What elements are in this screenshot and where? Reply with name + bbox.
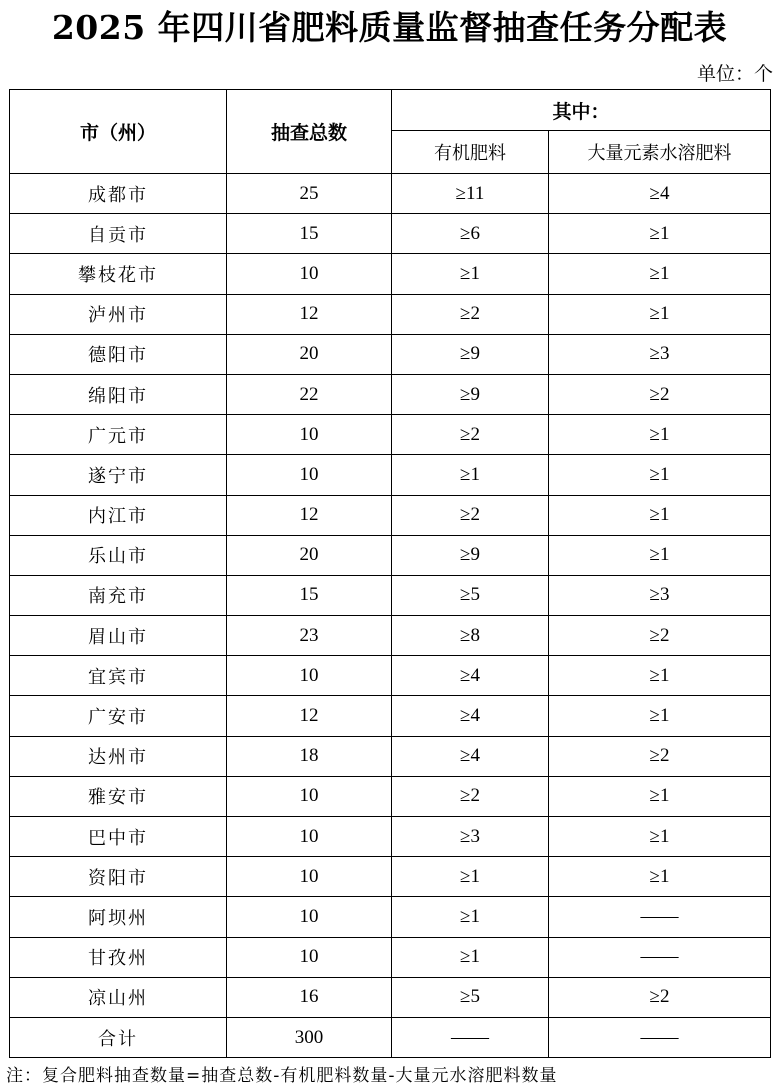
organic-cell: ≥1 xyxy=(392,897,549,937)
city-cell: 乐山市 xyxy=(10,535,227,575)
water-soluble-cell: ≥3 xyxy=(549,575,771,615)
city-cell: 雅安市 xyxy=(10,776,227,816)
total-cell: 10 xyxy=(227,415,392,455)
total-cell: 12 xyxy=(227,696,392,736)
organic-cell: ≥3 xyxy=(392,817,549,857)
footnote: 注：复合肥料抽查数量=抽查总数-有机肥料数量-大量元水溶肥料数量 xyxy=(6,1066,558,1086)
city-cell: 宜宾市 xyxy=(10,656,227,696)
total-cell: 16 xyxy=(227,977,392,1017)
city-cell: 巴中市 xyxy=(10,817,227,857)
city-cell: 资阳市 xyxy=(10,857,227,897)
water-soluble-cell: ≥4 xyxy=(549,174,771,214)
water-soluble-cell: ≥1 xyxy=(549,294,771,334)
total-cell: 23 xyxy=(227,616,392,656)
total-cell: 12 xyxy=(227,294,392,334)
water-soluble-cell: ≥2 xyxy=(549,977,771,1017)
city-cell: 泸州市 xyxy=(10,294,227,334)
city-cell: 甘孜州 xyxy=(10,937,227,977)
water-soluble-cell: ≥1 xyxy=(549,254,771,294)
unit-label: 单位：个 xyxy=(696,63,773,85)
total-cell: 12 xyxy=(227,495,392,535)
water-soluble-cell: ≥1 xyxy=(549,535,771,575)
water-soluble-cell: ≥2 xyxy=(549,616,771,656)
water-soluble-cell: ≥1 xyxy=(549,656,771,696)
organic-cell: ≥4 xyxy=(392,696,549,736)
total-cell: 20 xyxy=(227,334,392,374)
organic-cell: ≥4 xyxy=(392,656,549,696)
organic-cell: ≥2 xyxy=(392,294,549,334)
total-cell: 10 xyxy=(227,776,392,816)
organic-cell: ≥9 xyxy=(392,535,549,575)
city-cell: 广元市 xyxy=(10,415,227,455)
header-city: 市（州） xyxy=(10,90,227,174)
table-row xyxy=(10,374,771,414)
table-row xyxy=(10,736,771,776)
header-total: 抽查总数 xyxy=(227,90,392,174)
total-cell: 15 xyxy=(227,214,392,254)
organic-cell: ≥6 xyxy=(392,214,549,254)
water-soluble-cell: ≥3 xyxy=(549,334,771,374)
total-cell: 300 xyxy=(227,1017,392,1057)
total-cell: 10 xyxy=(227,937,392,977)
total-cell: 10 xyxy=(227,254,392,294)
organic-cell: ≥2 xyxy=(392,776,549,816)
header-organic: 有机肥料 xyxy=(392,131,549,174)
city-cell: 广安市 xyxy=(10,696,227,736)
city-cell: 德阳市 xyxy=(10,334,227,374)
table-row xyxy=(10,817,771,857)
table-row xyxy=(10,977,771,1017)
city-cell: 凉山州 xyxy=(10,977,227,1017)
organic-cell: ≥5 xyxy=(392,977,549,1017)
organic-cell: ≥5 xyxy=(392,575,549,615)
city-cell: 攀枝花市 xyxy=(10,254,227,294)
total-cell: 10 xyxy=(227,455,392,495)
header-water-soluble: 大量元素水溶肥料 xyxy=(549,131,771,174)
water-soluble-cell: ≥1 xyxy=(549,776,771,816)
organic-cell: —— xyxy=(392,1017,549,1057)
organic-cell: ≥8 xyxy=(392,616,549,656)
allocation-table xyxy=(9,89,771,1058)
table-row xyxy=(10,656,771,696)
total-cell: 25 xyxy=(227,174,392,214)
table-row xyxy=(10,455,771,495)
total-cell: 10 xyxy=(227,817,392,857)
city-cell: 绵阳市 xyxy=(10,374,227,414)
organic-cell: ≥4 xyxy=(392,736,549,776)
water-soluble-cell: —— xyxy=(549,937,771,977)
table-row xyxy=(10,776,771,816)
water-soluble-cell: ≥2 xyxy=(549,736,771,776)
organic-cell: ≥2 xyxy=(392,415,549,455)
city-cell: 内江市 xyxy=(10,495,227,535)
page-title: 2025 年四川省肥料质量监督抽查任务分配表 xyxy=(51,8,728,47)
header-group: 其中： xyxy=(392,90,771,131)
total-cell: 10 xyxy=(227,897,392,937)
table-row xyxy=(10,294,771,334)
total-cell: 10 xyxy=(227,857,392,897)
table-row xyxy=(10,415,771,455)
city-cell: 阿坝州 xyxy=(10,897,227,937)
table-row xyxy=(10,334,771,374)
table-row xyxy=(10,1017,771,1057)
water-soluble-cell: ≥1 xyxy=(549,415,771,455)
total-cell: 10 xyxy=(227,656,392,696)
water-soluble-cell: —— xyxy=(549,897,771,937)
water-soluble-cell: —— xyxy=(549,1017,771,1057)
organic-cell: ≥9 xyxy=(392,334,549,374)
city-cell: 眉山市 xyxy=(10,616,227,656)
table-row xyxy=(10,696,771,736)
city-cell: 南充市 xyxy=(10,575,227,615)
organic-cell: ≥2 xyxy=(392,495,549,535)
table-row xyxy=(10,937,771,977)
city-cell: 自贡市 xyxy=(10,214,227,254)
water-soluble-cell: ≥1 xyxy=(549,817,771,857)
table-row xyxy=(10,174,771,214)
table-row xyxy=(10,254,771,294)
table-row xyxy=(10,897,771,937)
organic-cell: ≥1 xyxy=(392,254,549,294)
organic-cell: ≥1 xyxy=(392,455,549,495)
total-cell: 22 xyxy=(227,374,392,414)
organic-cell: ≥9 xyxy=(392,374,549,414)
table-row xyxy=(10,535,771,575)
water-soluble-cell: ≥1 xyxy=(549,696,771,736)
total-cell: 15 xyxy=(227,575,392,615)
table-row xyxy=(10,857,771,897)
water-soluble-cell: ≥2 xyxy=(549,374,771,414)
water-soluble-cell: ≥1 xyxy=(549,857,771,897)
table-body xyxy=(10,174,771,1058)
organic-cell: ≥11 xyxy=(392,174,549,214)
table-row xyxy=(10,616,771,656)
table-row xyxy=(10,495,771,535)
city-cell: 成都市 xyxy=(10,174,227,214)
city-cell: 合计 xyxy=(10,1017,227,1057)
city-cell: 遂宁市 xyxy=(10,455,227,495)
water-soluble-cell: ≥1 xyxy=(549,214,771,254)
total-cell: 18 xyxy=(227,736,392,776)
water-soluble-cell: ≥1 xyxy=(549,495,771,535)
organic-cell: ≥1 xyxy=(392,857,549,897)
table-row xyxy=(10,575,771,615)
organic-cell: ≥1 xyxy=(392,937,549,977)
total-cell: 20 xyxy=(227,535,392,575)
water-soluble-cell: ≥1 xyxy=(549,455,771,495)
table-row xyxy=(10,214,771,254)
city-cell: 达州市 xyxy=(10,736,227,776)
